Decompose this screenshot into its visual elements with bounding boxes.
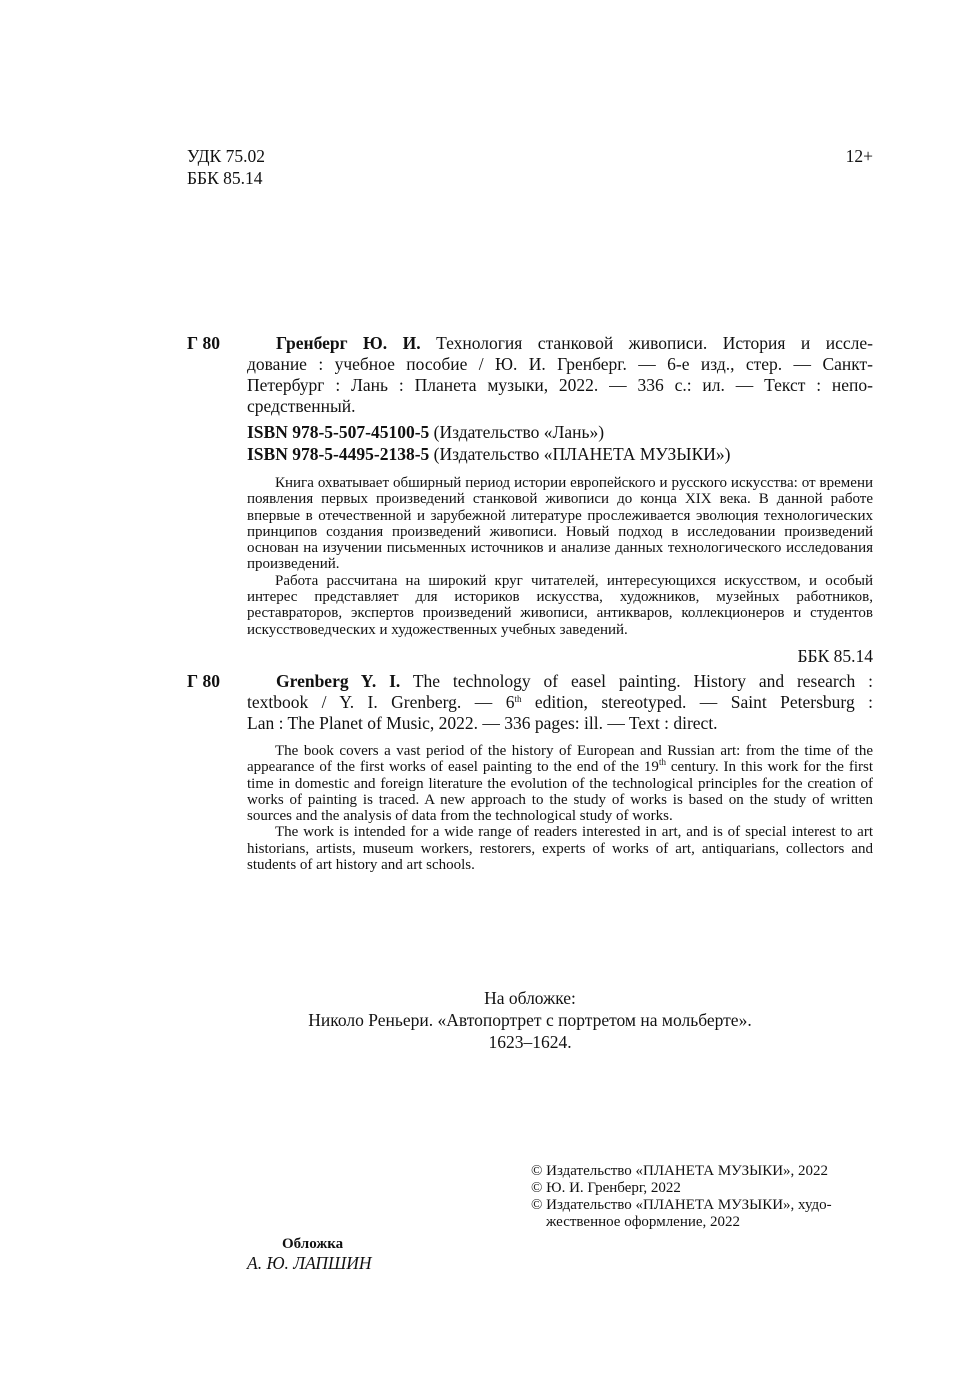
age-rating: 12+ [845, 146, 873, 166]
en-author: Grenberg Y. I. [276, 671, 401, 691]
copyright-design: © Издательство «ПЛАНЕТА МУЗЫКИ», худо- [531, 1197, 832, 1213]
cover-note [187, 987, 873, 1053]
cover-note-years: 1623–1624. [488, 1032, 572, 1052]
ru-record-line-3: Петербург : Лань : Планета музыки, 2022. — 336 с.: ил. — Текст : непо- [247, 375, 873, 395]
bbk-code-top: ББК 85.14 [187, 168, 263, 188]
ru-entry-code: Г 80 [187, 333, 221, 353]
en-record-line-1: Grenberg Y. I. The technology of easel painting. History and research : [276, 671, 873, 691]
copyright-publisher: © Издательство «ПЛАНЕТА МУЗЫКИ», 2022 [531, 1163, 829, 1179]
isbn-list [247, 422, 730, 465]
ru-record-line-4: средственный. [247, 396, 356, 416]
cover-credit-label: Обложка [282, 1236, 344, 1252]
ru-author: Гренберг Ю. И. [276, 333, 421, 353]
en-abstract [247, 743, 873, 873]
copyright-design-cont: жественное оформление, 2022 [546, 1214, 741, 1230]
copyright-block [531, 1163, 873, 1231]
en-abstract-p1: The book covers a vast period of the history of European and Russian art: from the time of the appearance of the first works of easel painting to the end of the 19th century. In this work for the first time in domestic and foreign literature the evolution of the technological principles for the creation of works of painting is traced. A new approach to the study of works is based on the study of written sources and the analysis of data from the technological study of works. [247, 743, 873, 825]
bbk-code-bottom: ББК 85.14 [797, 646, 873, 666]
en-record-line-2: textbook / Y. I. Grenberg. — 6th edition, stereotyped. — Saint Petersburg : [247, 692, 873, 712]
copyright-author: © Ю. И. Гренберг, 2022 [531, 1180, 681, 1196]
cover-credit-designer: А. Ю. ЛАПШИН [247, 1253, 372, 1273]
ru-record-line-2: дование : учебное пособие / Ю. И. Гренберг. — 6-е изд., стер. — Санкт- [247, 354, 873, 374]
cover-note-artwork: Николо Реньери. «Автопортрет с портретом на мольберте». [308, 1010, 752, 1030]
ru-bibliographic-record [247, 333, 873, 417]
ru-abstract-p1: Книга охватывает обширный период истории европейского и русского искусства: от времени появления первых произведений станковой живописи до конца XIX века. В данной работе впервые в отечественной и зарубежной литературе прослеживается эволюция технологических принципов создания произведений живописи. Новый подход в исследовании произведений основан на изучении письменных источников и анализе данных технологического исследования произведений. [247, 475, 873, 573]
isbn-planeta: ISBN 978-5-4495-2138-5 (Издательство «ПЛАНЕТА МУЗЫКИ») [247, 444, 731, 464]
en-record-line-3: Lan : The Planet of Music, 2022. — 336 pages: ill. — Text : direct. [247, 713, 718, 733]
isbn-lan: ISBN 978-5-507-45100-5 (Издательство «Лань») [247, 422, 605, 442]
udk-code: УДК 75.02 [187, 146, 265, 166]
en-abstract-p2: The work is intended for a wide range of readers interested in art, and is of special interest to art historians, artists, museum workers, restorers, experts of works of art, antiquarians, collectors and students of art history and art schools. [247, 824, 873, 874]
en-bibliographic-record [247, 671, 873, 734]
ru-record-line-1: Гренберг Ю. И. Технология станковой живописи. История и иссле- [276, 333, 873, 353]
en-entry-code: Г 80 [187, 671, 221, 691]
ru-abstract [247, 475, 873, 638]
ru-abstract-p2: Работа рассчитана на широкий круг читателей, интересующихся искусством, и особый интерес представляет для историков искусства, художников, музейных работников, реставраторов, экспертов произведений живописи, антикваров, коллекционеров и студентов искусствоведческих и художественных учебных заведений. [247, 572, 873, 638]
cover-note-label: На обложке: [484, 988, 576, 1008]
